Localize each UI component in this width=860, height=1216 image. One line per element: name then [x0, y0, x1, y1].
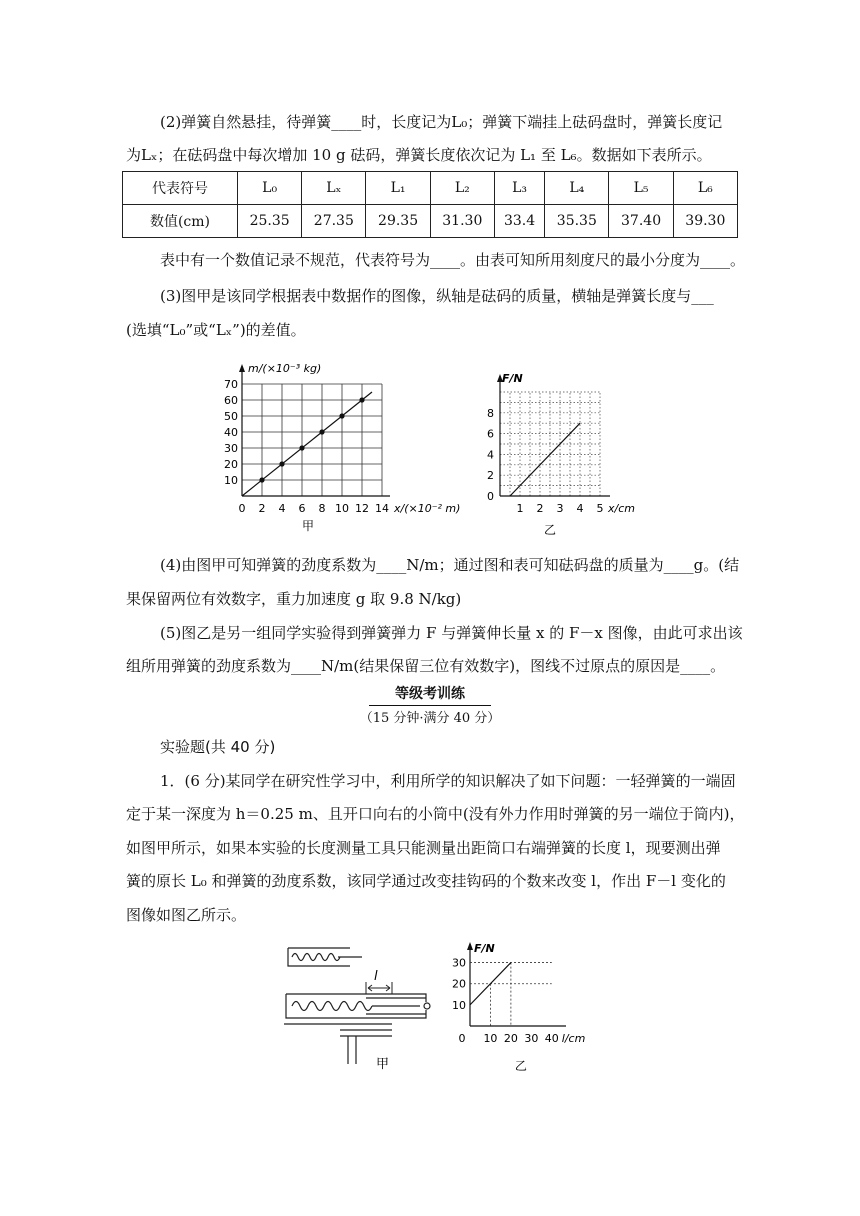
y-tick-label: 30: [452, 956, 466, 970]
data-point: [259, 477, 264, 482]
q5-line2: 组所用弹簧的劲度系数为____N/m(结果保留三位有效数字)，图线不过原点的原因是____。: [126, 657, 726, 675]
data-point: [359, 397, 364, 402]
x-tick-label: 0: [487, 490, 494, 503]
p1-line3: 如图甲所示，如果本实验的长度测量工具只能测量出距筒口右端弹簧的长度 l，现要测出弹: [126, 839, 721, 857]
y-tick-label: 20: [452, 977, 466, 991]
y-tick-label: 50: [224, 410, 238, 423]
table-row: [123, 205, 738, 238]
y-axis-label: F/N: [502, 372, 523, 385]
chart-caption-jia: 甲: [301, 519, 315, 533]
chart-f-l: [446, 940, 586, 1080]
q4-line1: (4)由图甲可知弹簧的劲度系数为____N/m；通过图和表可知砝码盘的质量为____g。(结: [160, 556, 740, 574]
x-tick-label: 8: [318, 502, 326, 515]
main-cylinder: [284, 994, 430, 1064]
section-subtitle: （15 分钟·满分 40 分）: [359, 711, 501, 726]
apparatus-figure: [280, 942, 440, 1072]
x-tick-label: 2: [258, 502, 266, 515]
table-row: [123, 172, 738, 205]
length-label: l: [374, 969, 378, 984]
chart-caption-yi: 乙: [543, 523, 557, 537]
table-cell: L₀: [238, 172, 302, 205]
y-axis-arrow: [467, 942, 473, 950]
y-tick-label: 8: [487, 406, 494, 420]
data-point: [339, 413, 344, 418]
p1-line5: 图像如图乙所示。: [126, 906, 247, 924]
y-tick-label: 6: [487, 427, 494, 441]
chart-caption-yi-2: 乙: [514, 1059, 527, 1073]
p1-line4: 簧的原长 L₀ 和弹簧的劲度系数，该同学通过改变挂钩码的个数来改变 l，作出 F－l 变化的: [126, 872, 726, 890]
y-axis-label: F/N: [474, 942, 495, 955]
y-tick-label: 2: [487, 469, 494, 483]
y-axis-label: m/(×10⁻³ kg): [248, 362, 322, 375]
y-tick-label: 20: [224, 458, 238, 471]
y-axis-arrow: [239, 364, 245, 372]
x-tick-label: 4: [278, 502, 286, 515]
after-table-text: 表中有一个数值记录不规范，代表符号为____。由表可知所用刻度尺的最小分度为____。: [160, 251, 746, 269]
x-tick-label: 6: [298, 502, 306, 515]
section-title-text: 等级考训练: [369, 683, 491, 706]
x-tick-label: 14: [375, 502, 389, 515]
table-cell: 31.30: [430, 205, 494, 238]
table-cell: 35.35: [545, 205, 609, 238]
section-title: [0, 683, 860, 706]
y-tick-label: 10: [224, 474, 238, 487]
table-cell: 25.35: [238, 205, 302, 238]
y-tick-label: 40: [224, 426, 238, 439]
fit-line: [470, 963, 511, 1005]
table-cell: 29.35: [366, 205, 430, 238]
q3-line2: (选填“L₀”或“Lₓ”)的差值。: [126, 321, 306, 339]
x-tick-label: 0: [238, 502, 246, 515]
q3-line1: (3)图甲是该同学根据表中数据作的图像，纵轴是砝码的质量，横轴是弹簧长度与___: [160, 287, 714, 305]
p1-line1: 1．(6 分)某同学在研究性学习中，利用所学的知识解决了如下问题：一轻弹簧的一端固: [160, 772, 736, 790]
table-row-label: 数值(cm): [123, 205, 238, 238]
table-cell: L₂: [430, 172, 494, 205]
x-tick-label: 5: [596, 502, 604, 515]
table-cell: Lₓ: [302, 172, 366, 205]
table-cell: L₄: [545, 172, 609, 205]
table-cell: 33.4: [494, 205, 544, 238]
y-tick-label: 70: [224, 378, 238, 391]
table-cell: L₁: [366, 172, 430, 205]
x-tick-label: 20: [503, 1032, 518, 1045]
q4-line2: 果保留两位有效数字，重力加速度 g 取 9.8 N/kg): [126, 590, 462, 608]
x-tick-label: 30: [524, 1032, 539, 1045]
data-point: [279, 461, 284, 466]
x-axis-label: x/(×10⁻² m): [394, 502, 461, 515]
y-tick-label: 4: [487, 448, 494, 462]
x-axis-label: l/cm: [561, 1032, 586, 1045]
p1-line2: 定于某一深度为 h＝0.25 m、且开口向右的小筒中(没有外力作用时弹簧的另一端位于筒内)，: [126, 805, 745, 823]
data-table: [122, 171, 738, 238]
table-cell: L₃: [494, 172, 544, 205]
top-cylinder: [288, 948, 362, 966]
x-tick-label: 3: [556, 502, 564, 515]
y-tick-label: 10: [452, 998, 466, 1012]
table-cell: 37.40: [609, 205, 673, 238]
x-tick-label: 4: [576, 502, 584, 515]
q2-line1: (2)弹簧自然悬挂，待弹簧____时，长度记为L₀；弹簧下端挂上砝码盘时，弹簧长度记: [160, 113, 723, 131]
chart-yi: [478, 370, 643, 540]
x-tick-label: 2: [536, 502, 544, 515]
data-point: [299, 445, 304, 450]
q5-line1: (5)图乙是另一组同学实验得到弹簧弹力 F 与弹簧伸长量 x 的 F－x 图像，由此可求出该: [160, 624, 743, 642]
length-marker: [366, 982, 392, 994]
x-tick-label: 10: [483, 1032, 498, 1045]
table-row-label: 代表符号: [123, 172, 238, 205]
y-tick-label: 60: [224, 394, 238, 407]
figure-caption-jia-2: 甲: [376, 1057, 390, 1072]
table-cell: 27.35: [302, 205, 366, 238]
x-tick-label: 0: [458, 1032, 466, 1045]
y-tick-label: 30: [224, 442, 238, 455]
fit-line: [510, 423, 580, 496]
chart-jia: [218, 358, 468, 538]
x-axis-label: x/cm: [608, 502, 635, 515]
x-tick-label: 12: [355, 502, 369, 515]
x-tick-label: 40: [544, 1032, 559, 1045]
x-tick-label: 10: [335, 502, 349, 515]
table-cell: L₆: [673, 172, 737, 205]
data-point: [319, 429, 324, 434]
section-heading: 实验题(共 40 分): [160, 738, 276, 756]
table-cell: 39.30: [673, 205, 737, 238]
table-cell: L₅: [609, 172, 673, 205]
x-tick-label: 1: [516, 502, 524, 515]
q2-line2: 为Lₓ；在砝码盘中每次增加 10 g 砝码，弹簧长度依次记为 L₁ 至 L₆。数据如下表所示。: [126, 146, 712, 164]
